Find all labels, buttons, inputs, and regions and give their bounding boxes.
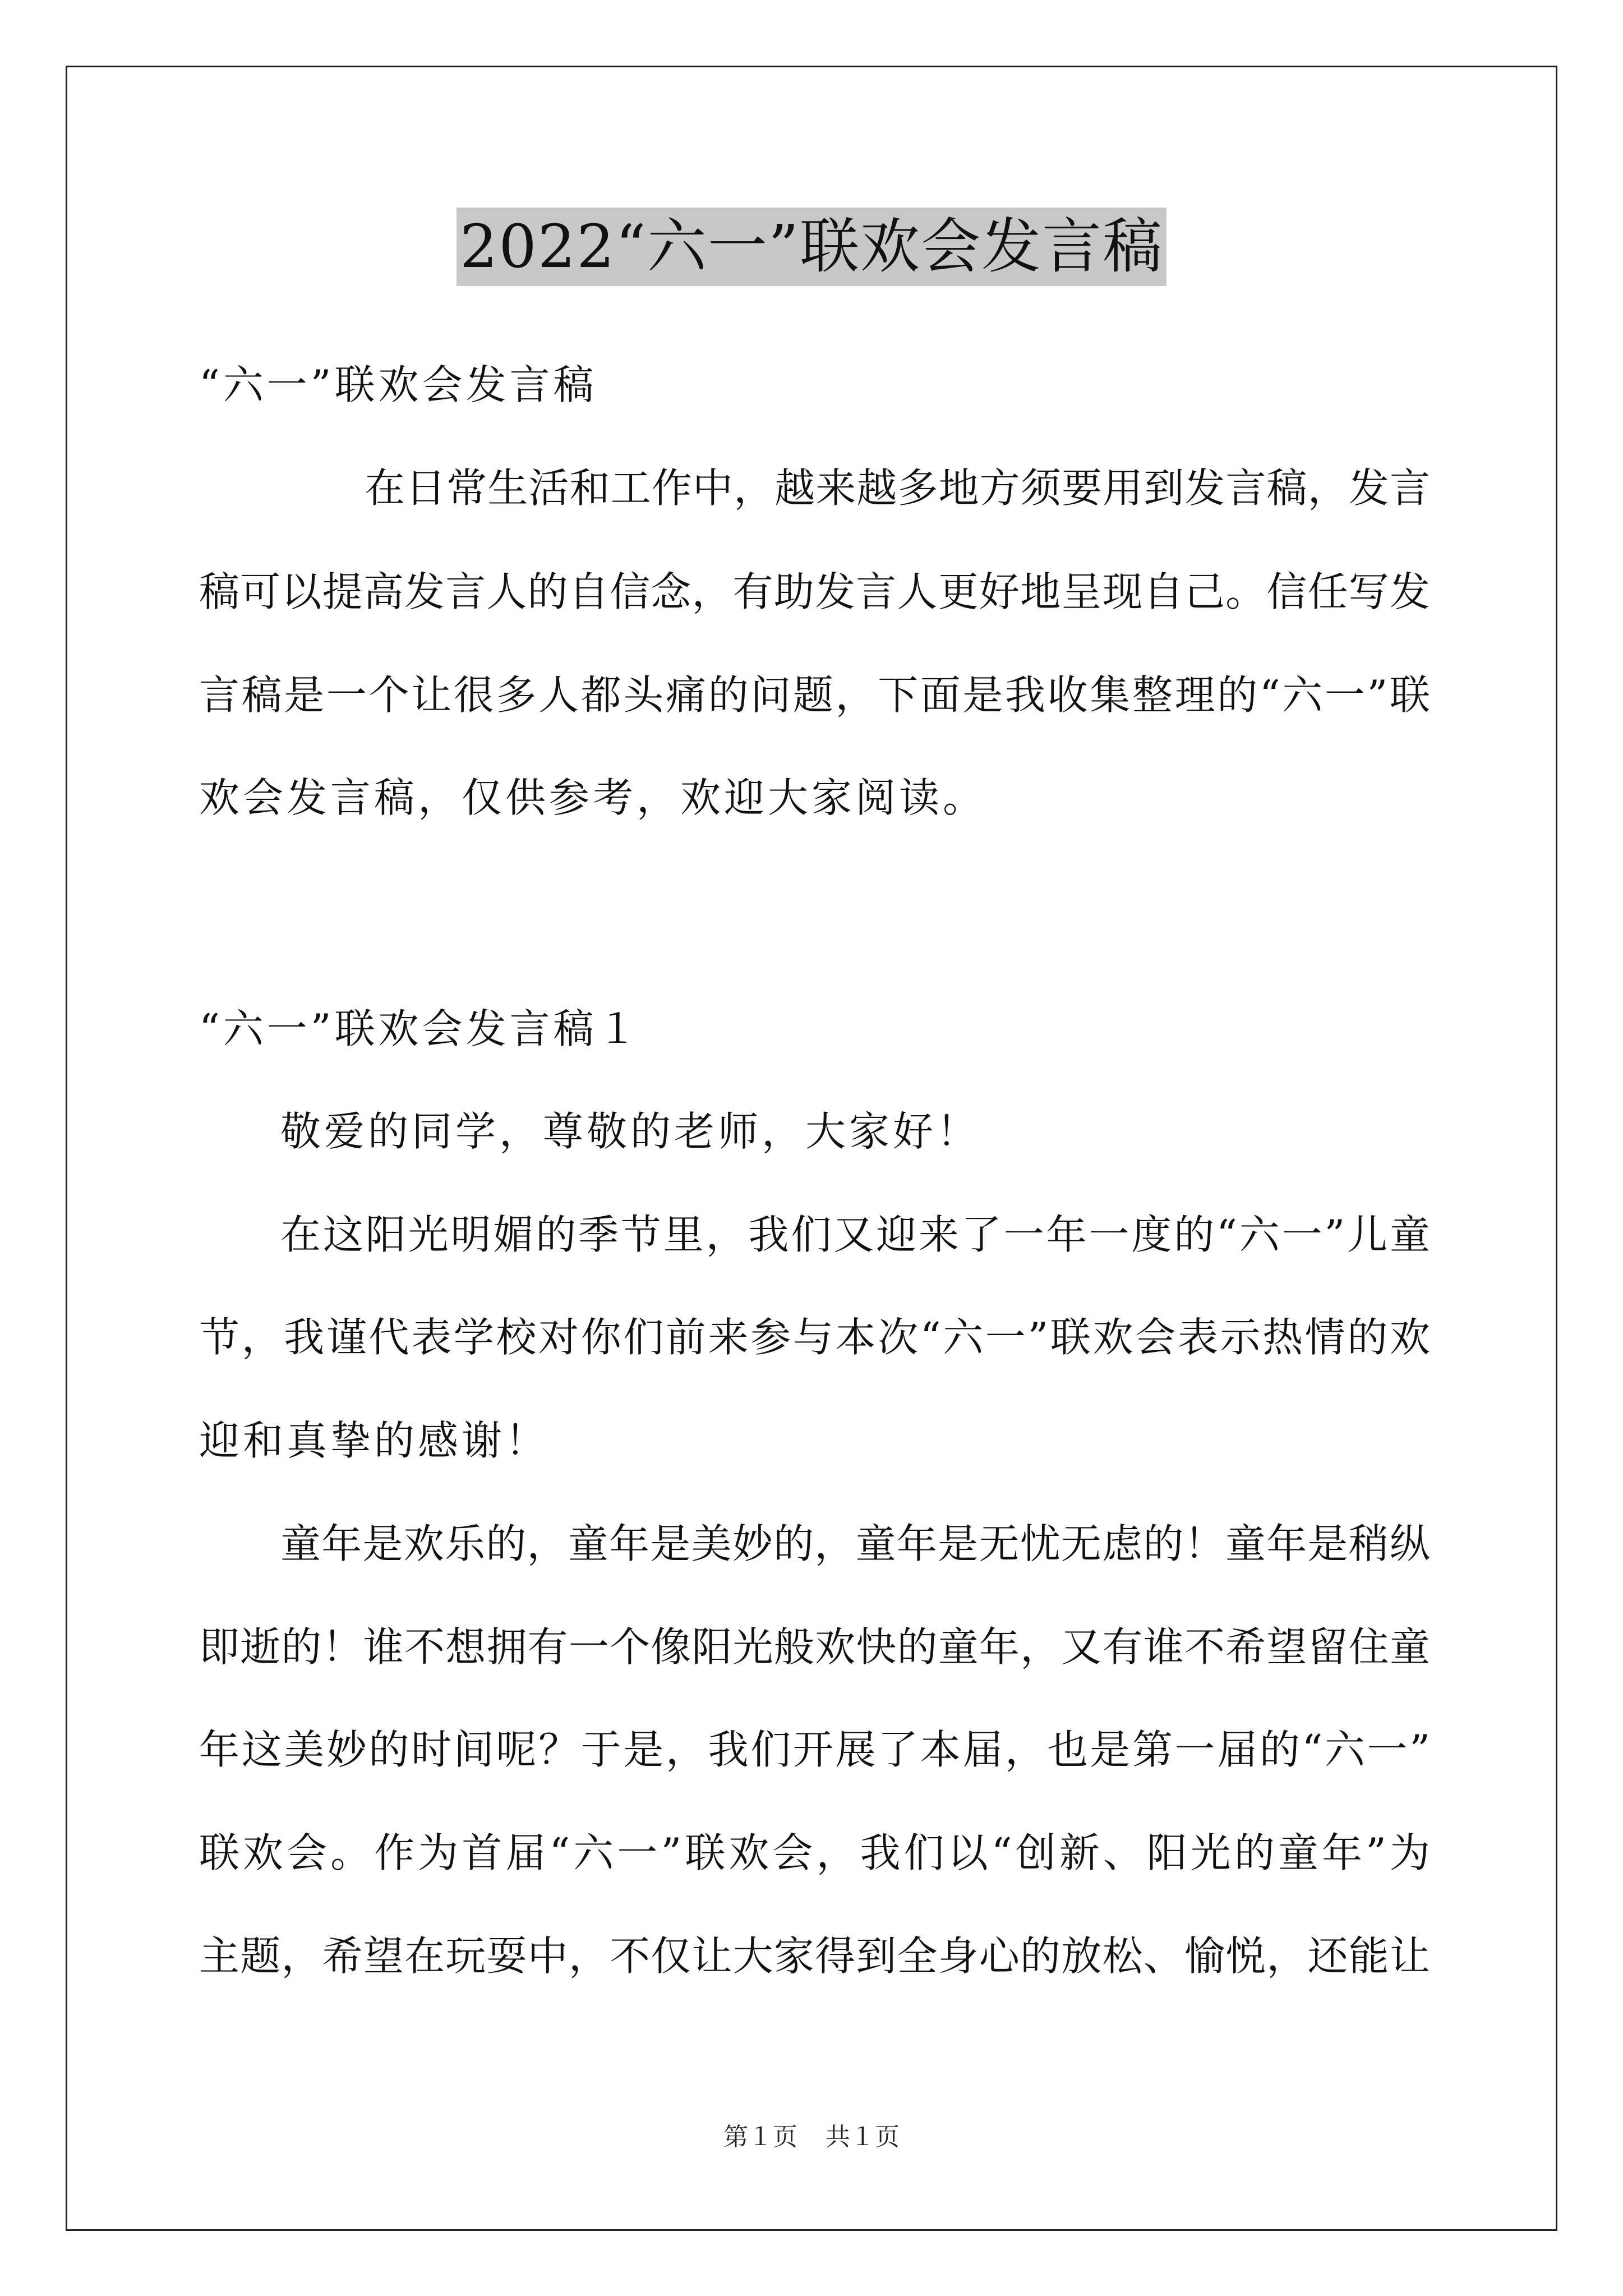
page-total: 共１页 — [826, 2123, 900, 2151]
intro-line-1: 在日常生活和工作中，越来越多地方须要用到发言稿，发言 — [365, 464, 1430, 512]
para2-line-3: 年这美妙的时间呢？于是，我们开展了本届，也是第一届的“六一” — [199, 1726, 1430, 1773]
para1-line-2: 节，我谨代表学校对你们前来参与本次“六一”联欢会表示热情的欢 — [199, 1314, 1430, 1361]
document-title: 2022“六一”联欢会发言稿 — [457, 208, 1166, 286]
para2-line-5: 主题，希望在玩耍中，不仅让大家得到全身心的放松、愉悦，还能让 — [199, 1932, 1430, 1980]
para1-line-1: 在这阳光明媚的季节里，我们又迎来了一年一度的“六一”儿童 — [280, 1211, 1430, 1258]
document-subtitle: “六一”联欢会发言稿 — [199, 361, 597, 408]
intro-line-3: 言稿是一个让很多人都头痛的问题，下面是我收集整理的“六一”联 — [199, 671, 1430, 719]
intro-line-2: 稿可以提高发言人的自信念，有助发言人更好地呈现自己。信任写发 — [199, 568, 1430, 615]
para2-line-1: 童年是欢乐的，童年是美妙的，童年是无忧无虑的！童年是稍纵 — [280, 1520, 1430, 1567]
section-heading: “六一”联欢会发言稿１ — [199, 1005, 641, 1052]
para2-line-2: 即逝的！谁不想拥有一个像阳光般欢快的童年，又有谁不希望留住童 — [199, 1623, 1430, 1671]
page-number: 第１页 — [723, 2123, 797, 2151]
intro-line-4: 欢会发言稿，仅供参考，欢迎大家阅读。 — [199, 774, 987, 821]
title-container — [0, 208, 1623, 286]
greeting: 敬爱的同学，尊敬的老师，大家好！ — [280, 1108, 981, 1155]
page-footer — [0, 2120, 1623, 2154]
para2-line-4: 联欢会。作为首届“六一”联欢会，我们以“创新、阳光的童年”为 — [199, 1829, 1430, 1876]
para1-line-3: 迎和真挚的感谢！ — [199, 1417, 550, 1464]
